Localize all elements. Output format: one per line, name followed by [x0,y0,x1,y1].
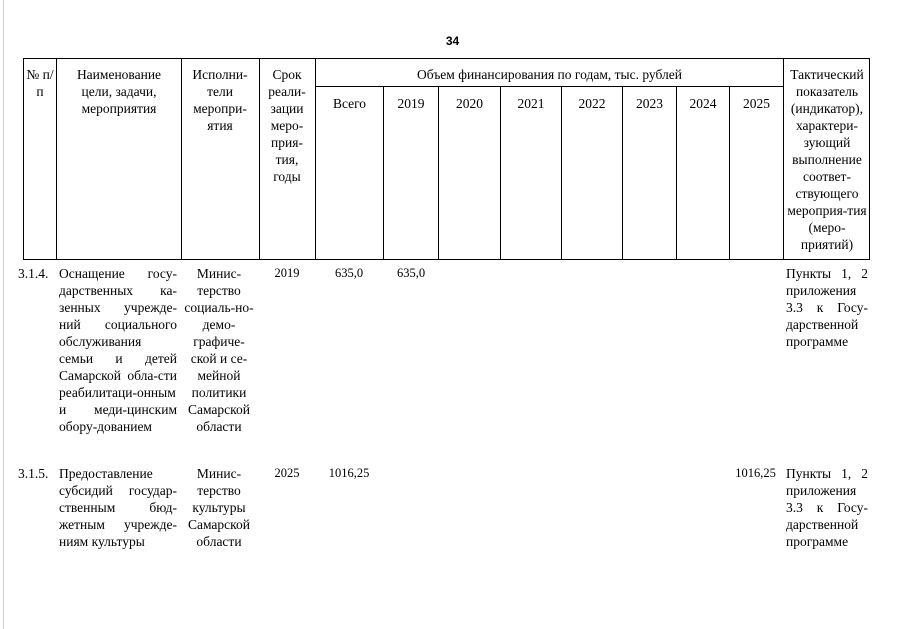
row-executor: Минис-терство социаль-но-демо-графиче-ской и се-мейной политики Самарской области [184,266,254,434]
col-border [259,58,260,260]
row-term: 2019 [274,266,300,280]
col-border [869,58,870,260]
col-border [783,58,784,260]
row-total: 1016,25 [328,466,370,480]
funding-subheader-border [315,86,783,87]
col-border [500,86,501,260]
col-border [383,86,384,260]
header-year: 2021 [517,96,545,111]
row-indicator: Пункты 1, 2 приложения 3.3 к Госу-дарственной программе [786,466,868,549]
header-funding: Объем финансирования по годам, тыс. рублей [417,67,682,82]
header-year: 2022 [578,96,606,111]
col-border [729,86,730,260]
header-number: № п/п [26,67,54,99]
scan-edge [3,0,4,629]
row-name: Оснащение госу-дарственных ка-зенных учрежде-ний социального обслуживания семьи и детей Самарской обла-сти реабилитаци-онным и меди-цинским обору-дованием [59,266,177,434]
row-term: 2025 [274,466,300,480]
header-executor: Исполни-тели меропри-ятия [192,67,248,133]
header-total: Всего [332,96,367,111]
header-bottom-border [23,259,869,260]
row-number: 3.1.4. [18,266,49,281]
header-year: 2023 [636,96,663,111]
col-border [56,58,57,260]
header-year: 2024 [689,96,717,111]
col-border [181,58,182,260]
col-border [438,86,439,260]
col-border [315,58,316,260]
header-term: Срок реали-зации меро-прия-тия, годы [268,67,306,184]
row-total: 635,0 [334,266,364,280]
row-2019: 635,0 [396,266,426,280]
row-name: Предоставление субсидий государ-ственным бюд-жетным учрежде-ниям культуры [59,466,177,549]
header-year: 2025 [743,96,770,111]
col-border [561,86,562,260]
row-indicator: Пункты 1, 2 приложения 3.3 к Госу-дарственной программе [786,266,868,349]
row-2025: 1016,25 [735,466,776,480]
page-number: 34 [445,34,460,48]
col-border [676,86,677,260]
header-indicator: Тактический показатель (индикатор), характери-зующий выполнение соответ-ствующего мероприя-тия (меро-приятий) [787,67,867,252]
header-name: Наименование цели, задачи, мероприятия [76,67,162,116]
header-year: 2020 [456,96,483,111]
row-number: 3.1.5. [18,466,49,481]
header-year: 2019 [397,96,425,111]
row-executor: Минис-терство культуры Самарской области [187,466,251,549]
header-top-border [23,58,869,59]
col-border [622,86,623,260]
